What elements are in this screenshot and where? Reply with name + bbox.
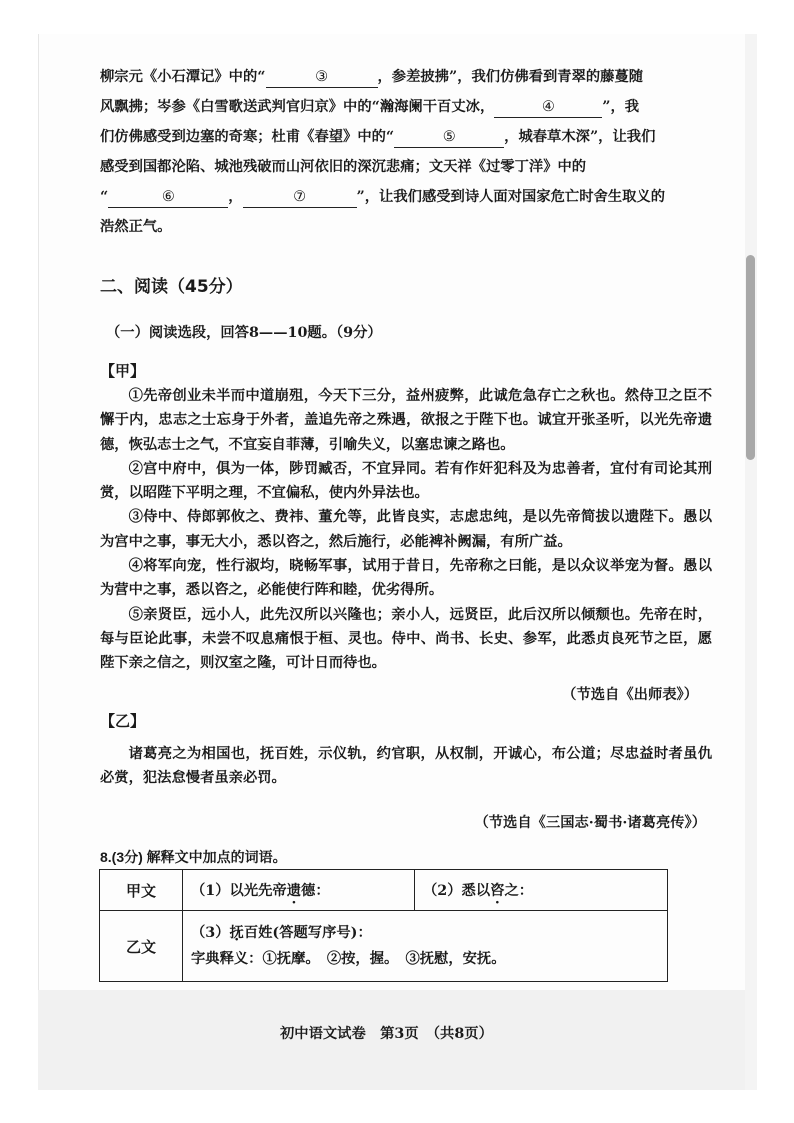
passage-tag-jia: 【甲】 xyxy=(100,362,146,380)
text: 们仿佛感受到边塞的奇寒；杜甫《春望》中的“ xyxy=(100,129,395,145)
text: （2）悉以 xyxy=(423,883,491,899)
text: ， xyxy=(228,189,243,205)
paragraph: ③侍中、侍郎郭攸之、费祎、董允等，此皆良实，志虑忠纯，是以先帝简拔以遗陛下。愚以为宫中之事，事无大小，悉以咨之，然后施行，必能裨补阙漏，有所广益。 xyxy=(100,509,712,550)
text: ，城春草木深”，让我们 xyxy=(504,129,656,145)
fill-line-5 xyxy=(100,182,712,212)
text: 浩然正气。 xyxy=(100,219,172,235)
fill-line-4 xyxy=(100,152,712,182)
table-row xyxy=(100,870,668,911)
paragraph: ④将军向宠，性行淑均，晓畅军事，试用于昔日，先帝称之曰能，是以众议举宠为督。愚以为营中之事，悉以咨之，必能使行阵和睦，优劣得所。 xyxy=(100,558,712,599)
page-footer: 初中语文试卷 第3页 （共8页） xyxy=(280,1026,493,1042)
answer-cell-2[interactable] xyxy=(415,870,668,911)
paragraph: ①先帝创业未半而中道崩殂，今天下三分，益州疲弊，此诚危急存亡之秋也。然侍卫之臣不懈于内，忠志之士忘身于外者，盖追先帝之殊遇，欲报之于陛下也。诚宜开张圣听，以光先帝遗德，恢弘志士之气，不宜妄自菲薄，引喻失义，以塞忠谏之路也。 xyxy=(100,388,712,453)
text: “ xyxy=(100,189,109,205)
scrollbar-track[interactable] xyxy=(745,34,757,1090)
blank-3: ③ xyxy=(266,67,378,88)
text: （3） xyxy=(191,925,230,941)
fill-in-poetry-paragraph xyxy=(100,62,712,242)
passage-yi xyxy=(100,742,712,791)
paragraph: 诸葛亮之为相国也，抚百姓，示仪轨，约官职，从权制，开诚心，布公道；尽忠益时者虽仇必赏，犯法怠慢者虽亲必罚。 xyxy=(100,746,712,787)
fill-line-6 xyxy=(100,212,712,242)
text: 感受到国都沦陷、城池残破而山河依旧的深沉悲痛；文天祥《过零丁洋》中的 xyxy=(100,159,587,175)
dotted-char: 咨 xyxy=(490,883,505,899)
passage-jia xyxy=(100,384,712,676)
text: ”，让我们感受到诗人面对国家危亡时舍生取义的 xyxy=(356,189,665,205)
text: 之： xyxy=(504,883,534,899)
text: ”，我 xyxy=(602,99,640,115)
answer-cell-3[interactable] xyxy=(183,911,668,982)
fill-line-3 xyxy=(100,122,712,152)
text: 德： xyxy=(301,883,330,899)
table-row xyxy=(100,911,668,982)
text: （1）以光先帝 xyxy=(191,883,287,899)
passage-tag-yi: 【乙】 xyxy=(100,712,146,730)
blank-5: ⑤ xyxy=(394,127,504,148)
fill-line-1 xyxy=(100,62,712,92)
text: 风飘拂；岑参《白雪歌送武判官归京》中的“瀚海阑干百丈冰， xyxy=(100,99,495,115)
row-label-yi: 乙文 xyxy=(100,911,183,982)
dotted-char: 遗 xyxy=(286,883,302,899)
section-title: 二、阅读（45分） xyxy=(100,277,243,297)
answer-cell-1[interactable] xyxy=(183,870,415,911)
dotted-char: 抚 xyxy=(229,925,244,941)
text: ，参差披拂”，我们仿佛看到青翠的藤蔓随 xyxy=(377,69,644,85)
text: 百姓(答题写序号)： xyxy=(243,925,372,941)
sub-section-title: （一）阅读选段，回答8——10题。（9分） xyxy=(106,325,382,341)
fill-line-2 xyxy=(100,92,712,122)
item-3-line xyxy=(191,920,659,946)
dictionary-line: 字典释义：①抚摩。 ②按，握。 ③抚慰，安抚。 xyxy=(191,951,506,967)
blank-6: ⑥ xyxy=(108,187,228,208)
scrollbar-thumb[interactable] xyxy=(746,255,755,460)
row-label-jia: 甲文 xyxy=(100,870,183,911)
answer-table xyxy=(99,869,668,982)
passage-source-jia: （节选自《出师表》） xyxy=(562,687,698,703)
passage-source-yi: （节选自《三国志·蜀书·诸葛亮传》） xyxy=(474,815,706,831)
paragraph: ②宫中府中，俱为一体，陟罚臧否，不宜异同。若有作奸犯科及为忠善者，宜付有司论其刑赏，以昭陛下平明之理，不宜偏私，使内外异法也。 xyxy=(100,460,712,502)
text: 柳宗元《小石潭记》中的“ xyxy=(100,69,266,85)
blank-4: ④ xyxy=(494,97,602,118)
question-8-title: 8.(3分) 解释文中加点的词语。 xyxy=(100,849,287,865)
paragraph: ⑤亲贤臣，远小人，此先汉所以兴隆也；亲小人，远贤臣，此后汉所以倾颓也。先帝在时，每与臣论此事，未尝不叹息痛恨于桓、灵也。侍中、尚书、长史、参军，此悉贞良死节之臣，愿陛下亲之信之，则汉室之隆，可计日而待也。 xyxy=(100,606,712,672)
blank-7: ⑦ xyxy=(243,187,357,208)
